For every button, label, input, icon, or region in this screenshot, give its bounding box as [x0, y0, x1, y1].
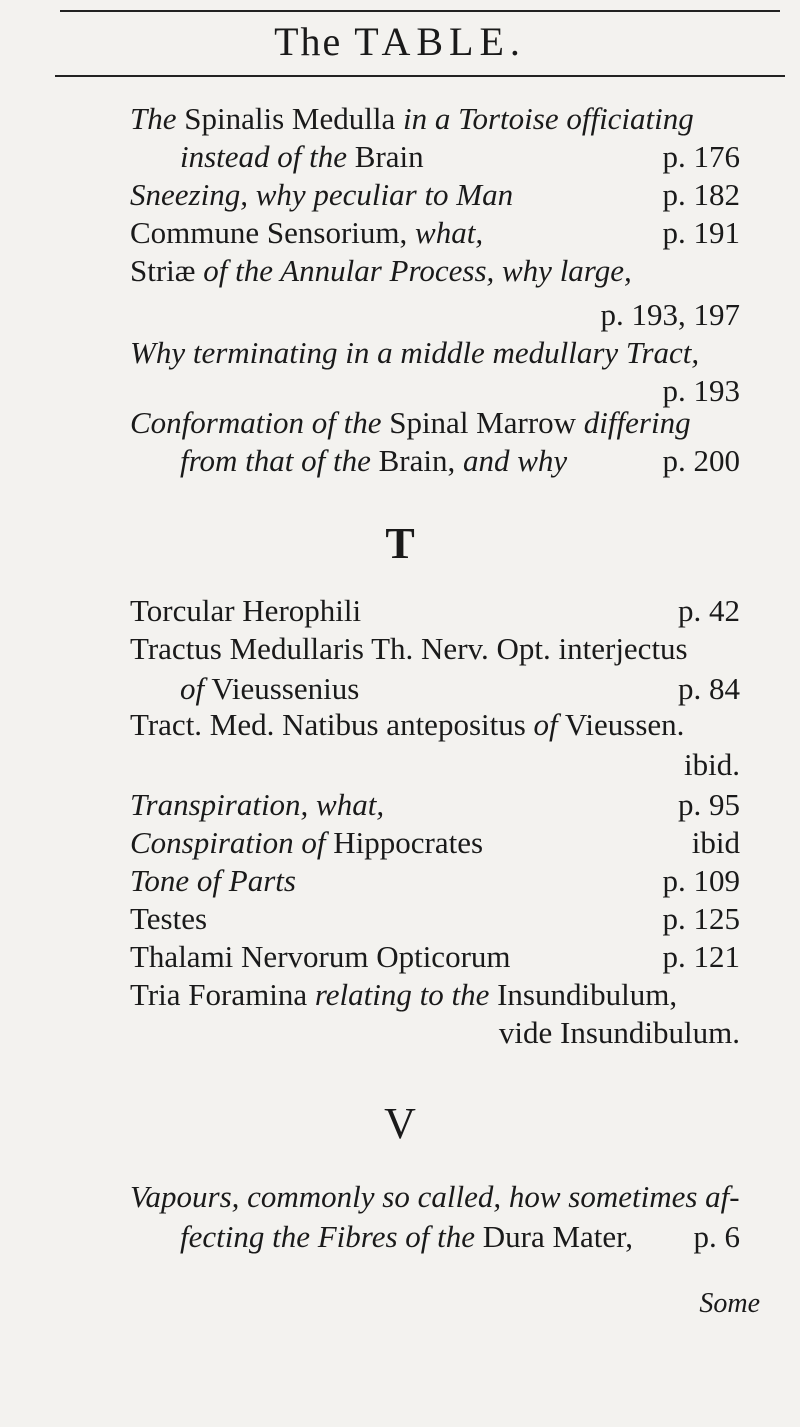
page-reference: ibid.	[684, 747, 740, 782]
section-letter-t: T	[385, 519, 415, 568]
entry-text: Hippocrates	[325, 825, 484, 860]
entry-text: what,	[415, 215, 484, 250]
entry-text: Brain	[347, 139, 424, 174]
entry-text: Why terminating in a middle medullary Tract,	[130, 335, 700, 370]
page-reference: p. 193, 197	[600, 297, 740, 332]
index-entry	[130, 404, 770, 442]
entry-text: instead of the	[180, 139, 348, 174]
index-entry	[130, 100, 770, 138]
entry-text: from that of the	[180, 443, 371, 478]
entry-text: differing	[583, 405, 691, 440]
entry-text: Tone of Parts	[130, 863, 296, 898]
page-reference: p. 121	[662, 939, 740, 974]
index-entry	[130, 252, 770, 290]
entry-text: of	[533, 707, 558, 742]
index-entry	[130, 592, 770, 630]
entry-text: of	[180, 671, 205, 706]
entry-text: The	[130, 101, 177, 136]
entry-text: Tractus Medullaris Th. Nerv. Opt. interjectus	[130, 631, 688, 666]
page-reference: p. 109	[662, 863, 740, 898]
entry-text: Vapours, commonly so called, how sometimes af-	[130, 1179, 740, 1214]
entry-text: relating to the	[314, 977, 490, 1012]
entry-text: Dura Mater,	[475, 1219, 633, 1254]
entry-text: Insundibulum,	[489, 977, 678, 1012]
index-entry	[180, 1218, 770, 1256]
index-entry	[130, 824, 770, 862]
entry-text: Striæ	[130, 253, 204, 288]
index-entry	[130, 976, 770, 1014]
index-entry	[130, 334, 770, 372]
page-reference: vide Insundibulum.	[498, 1015, 740, 1050]
page-reference: p. 182	[662, 177, 740, 212]
entry-text: fecting the Fibres of the	[180, 1219, 475, 1254]
index-entry	[180, 670, 770, 708]
page-reference: ibid	[691, 825, 740, 860]
index-entry	[130, 706, 770, 744]
entry-text: in a Tortoise officiating	[402, 101, 694, 136]
entry-text: Tract. Med. Natibus antepositus	[130, 707, 534, 742]
page-reference: p. 176	[662, 139, 740, 174]
index-entry	[130, 862, 770, 900]
entry-text: Commune Sensorium,	[130, 215, 416, 250]
entry-text: Conspiration of	[130, 825, 326, 860]
entry-text: Vieussen.	[557, 707, 685, 742]
index-entry	[130, 214, 770, 252]
page-reference: p. 95	[678, 787, 740, 822]
index-entry	[130, 786, 770, 824]
index-entry	[130, 630, 770, 668]
page-reference: p. 125	[662, 901, 740, 936]
page-reference: p. 200	[662, 443, 740, 478]
section-letter-v: V	[384, 1099, 416, 1148]
index-entry	[130, 900, 770, 938]
index-entry	[130, 938, 770, 976]
entry-text: and why	[463, 443, 568, 478]
header-title: TABLE.	[354, 19, 526, 64]
header-rule	[55, 75, 785, 77]
page-reference: p. 6	[693, 1219, 740, 1254]
entry-text: Testes	[130, 901, 208, 936]
entry-text: Spinalis Medulla	[176, 101, 403, 136]
page-reference: p. 42	[678, 593, 740, 628]
index-entry	[130, 176, 770, 214]
entry-text: Torcular Herophili	[130, 593, 362, 628]
page-header	[0, 18, 800, 65]
entry-text: Tria Foramina	[130, 977, 315, 1012]
entry-text: Sneezing, why peculiar to Man	[130, 177, 514, 212]
entry-text: Thalami Nervorum Opticorum	[130, 939, 511, 974]
entry-text: Spinal Marrow	[381, 405, 584, 440]
header-prefix: The	[274, 19, 343, 64]
entry-text: of the Annular Process, why large,	[203, 253, 632, 288]
top-rule	[60, 10, 780, 12]
page-reference: p. 193	[662, 373, 740, 408]
index-entry	[180, 138, 770, 176]
entry-text: Conformation of the	[130, 405, 382, 440]
catchword: Some	[699, 1288, 760, 1319]
page-reference: p. 84	[678, 671, 740, 706]
page-reference: p. 191	[662, 215, 740, 250]
index-entry	[180, 442, 770, 480]
entry-text: Vieussenius	[204, 671, 360, 706]
entry-text: Brain,	[370, 443, 463, 478]
index-entry	[130, 1178, 770, 1216]
entry-text: Transpiration, what,	[130, 787, 385, 822]
